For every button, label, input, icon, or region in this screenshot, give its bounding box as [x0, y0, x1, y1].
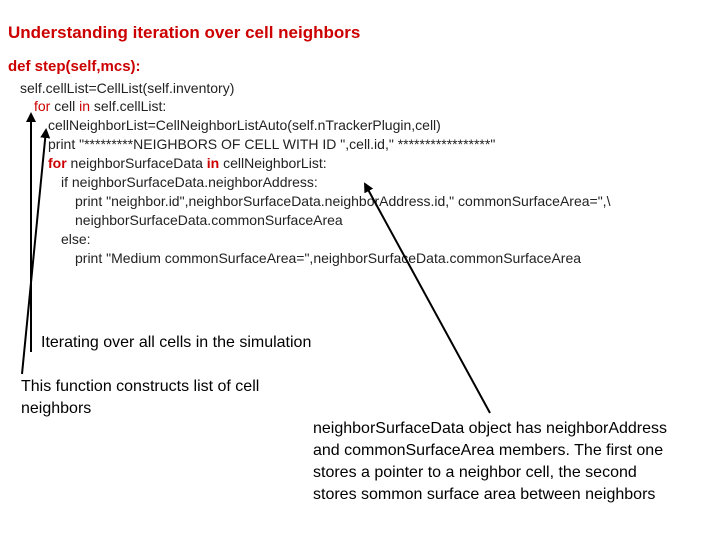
annotation-neighbor-data: neighborSurfaceData object has neighborAddress and commonSurfaceArea members. The first one stores a pointer to a neighbor cell, the second stores sommon surface area between neighbors [313, 420, 668, 503]
code-fragment: neighborSurfaceData [66, 155, 207, 171]
code-fragment: cellNeighborList: [219, 155, 327, 171]
code-line-else: else: [61, 231, 91, 247]
code-fragment: cell [50, 98, 80, 114]
keyword-for: for [48, 155, 67, 171]
annotation-constructs: This function constructs list of cell neighbors [21, 378, 260, 417]
annotation-iterating: Iterating over all cells in the simulation [41, 334, 312, 351]
code-line-cell-list: self.cellList=CellList(self.inventory) [20, 80, 235, 96]
function-definition: def step(self,mcs): [8, 58, 141, 75]
arrow-to-neighbor-list [22, 130, 46, 374]
code-line-print-neighbor: print "neighbor.id",neighborSurfaceData.neighborAddress.id," commonSurfaceArea=",\ [75, 193, 611, 209]
slide-title: Understanding iteration over cell neighbors [8, 23, 361, 42]
arrow-to-neighbor-address [365, 184, 490, 413]
code-line-if-address: if neighborSurfaceData.neighborAddress: [61, 174, 318, 190]
keyword-for: for [34, 98, 51, 114]
keyword-in: in [206, 155, 220, 171]
code-fragment: self.cellList: [90, 98, 167, 114]
code-line-print-medium: print "Medium commonSurfaceArea=",neighborSurfaceData.commonSurfaceArea [75, 250, 582, 266]
code-line-neighbor-list: cellNeighborList=CellNeighborListAuto(self.nTrackerPlugin,cell) [48, 117, 441, 133]
code-line-surface-area: neighborSurfaceData.commonSurfaceArea [75, 212, 343, 228]
code-line-print-header: print "*********NEIGHBORS OF CELL WITH ID ",cell.id," *****************" [48, 136, 496, 152]
keyword-in: in [79, 98, 91, 114]
